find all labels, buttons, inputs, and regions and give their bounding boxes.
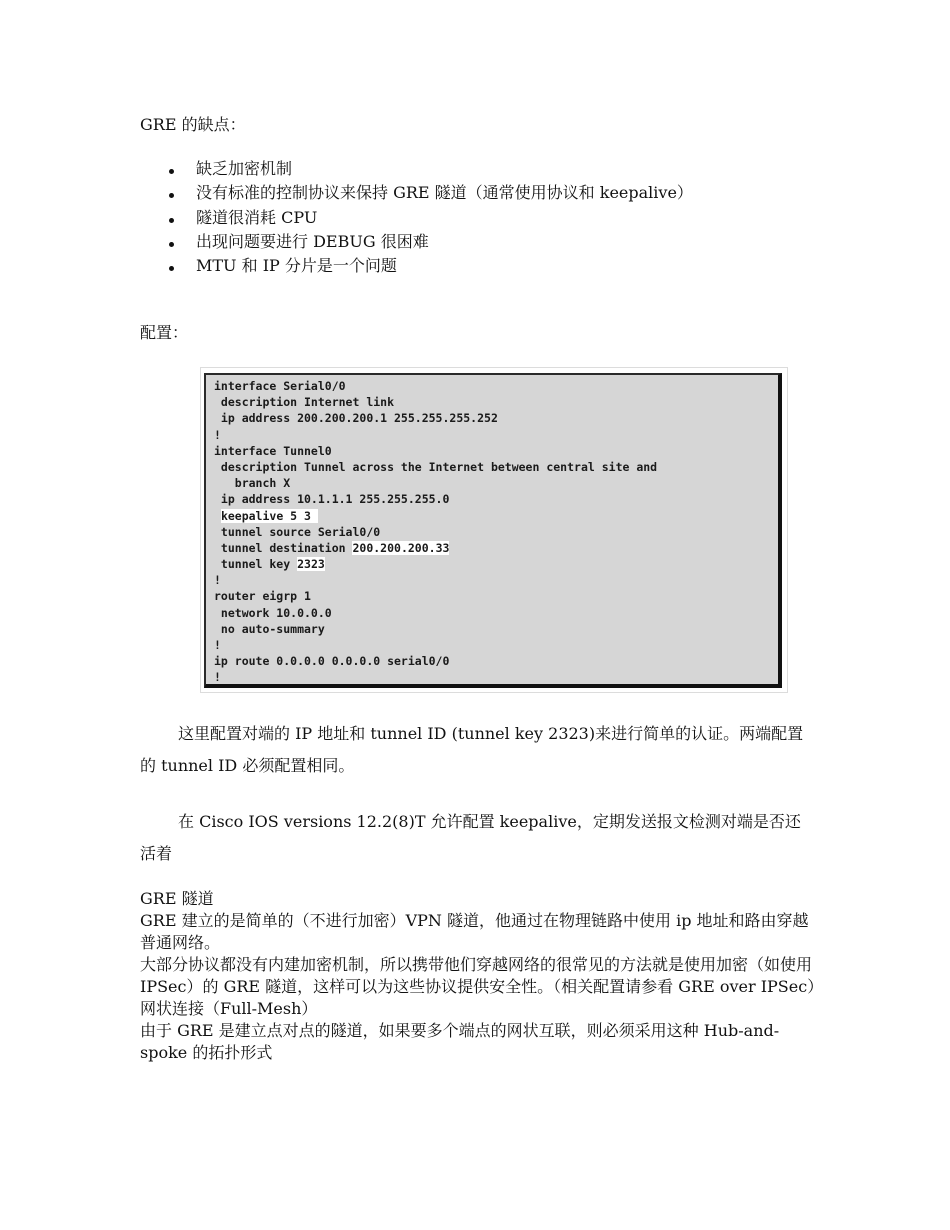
code-line: description Internet link <box>214 395 395 410</box>
config-screenshot <box>200 367 788 693</box>
code-line <box>214 556 657 572</box>
code-line: ip address 200.200.200.1 255.255.255.252 <box>214 411 498 426</box>
paragraph-tunnel-key: 这里配置对端的 IP 地址和 tunnel ID (tunnel key 2323)来进行简单的认证。两端配置的 tunnel ID 必须配置相同。 <box>140 724 804 775</box>
list-item-text: MTU 和 IP 分片是一个问题 <box>196 256 397 276</box>
code-text: tunnel destination <box>214 540 353 555</box>
list-item-text: 缺乏加密机制 <box>196 159 293 178</box>
code-line: router eigrp 1 <box>214 589 311 604</box>
code-line: network 10.0.0.0 <box>214 605 332 620</box>
code-line <box>214 508 657 524</box>
code-line: no auto-summary <box>214 621 325 636</box>
bullet-icon <box>169 242 174 247</box>
code-line: tunnel source Serial0/0 <box>214 524 381 539</box>
list-item <box>140 207 693 231</box>
code-line: branch X <box>214 476 291 491</box>
config-code-panel <box>204 373 782 688</box>
paragraph-keepalive: 在 Cisco IOS versions 12.2(8)T 允许配置 keepalive，定期发送报文检测对端是否还活着 <box>140 812 801 863</box>
code-highlight: 2323 <box>297 557 325 572</box>
code-line: interface Serial0/0 <box>214 379 346 393</box>
code-line: ! <box>214 427 221 442</box>
cons-heading: GRE 的缺点： <box>140 115 246 134</box>
code-line: ! <box>214 573 221 588</box>
gre-section-encryption: 大部分协议都没有内建加密机制，所以携带他们穿越网络的很常见的方法就是使用加密（如使用 IPSec）的 GRE 隧道，这样可以为这些协议提供安全性。（相关配置请参看 GRE over IPSec）网状连接（Full-Mesh） <box>140 955 816 1018</box>
list-item <box>140 255 693 279</box>
code-line: ip route 0.0.0.0 0.0.0.0 serial0/0 <box>214 654 450 669</box>
code-line: description Tunnel across the Internet between central site and <box>214 459 658 474</box>
code-highlight: keepalive 5 3 <box>220 508 318 523</box>
bullet-icon <box>169 169 174 174</box>
bullet-icon <box>169 266 174 271</box>
config-heading: 配置： <box>140 323 189 342</box>
list-item-text: 没有标准的控制协议来保持 GRE 隧道（通常使用协议和 keepalive） <box>196 183 693 203</box>
gre-section-description: GRE 建立的是简单的（不进行加密）VPN 隧道，他通过在物理链路中使用 ip 地址和路由穿越普通网络。 <box>140 911 809 952</box>
code-line: ! <box>214 670 221 685</box>
bullet-icon <box>169 218 174 223</box>
code-text: tunnel key <box>214 557 298 572</box>
bullet-icon <box>169 193 174 198</box>
code-highlight: 200.200.200.33 <box>352 540 450 555</box>
list-item <box>140 158 693 182</box>
code-line <box>214 540 657 556</box>
code-line: ! <box>214 638 221 652</box>
list-item-text: 出现问题要进行 DEBUG 很困难 <box>196 231 429 251</box>
code-line: interface Tunnel0 <box>214 443 332 458</box>
cons-list <box>140 158 693 279</box>
gre-section <box>140 888 816 1064</box>
list-item <box>140 182 693 206</box>
list-item-text: 隧道很消耗 CPU <box>196 207 318 227</box>
code-line: ip address 10.1.1.1 255.255.255.0 <box>214 492 450 507</box>
list-item <box>140 231 693 255</box>
config-code <box>214 378 657 686</box>
gre-section-hub-spoke: 由于 GRE 是建立点对点的隧道，如果要多个端点的网状互联，则必须采用这种 Hub-and-spoke 的拓扑形式 <box>140 1021 780 1062</box>
gre-section-title: GRE 隧道 <box>140 889 214 908</box>
